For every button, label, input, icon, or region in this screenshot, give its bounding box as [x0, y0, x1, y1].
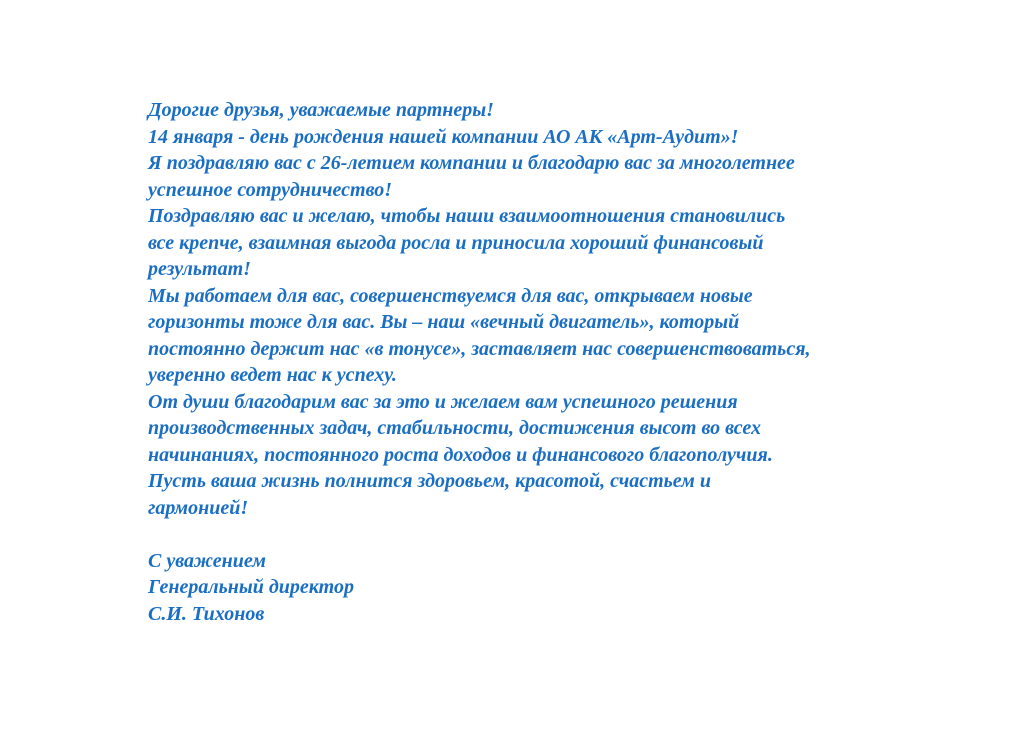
signature-closing: С уважением — [148, 549, 266, 572]
letter-body — [148, 97, 968, 627]
letter-line: горизонты тоже для вас. Вы – наш «вечный двигатель», который — [148, 311, 740, 333]
signature-block — [148, 548, 968, 628]
letter-line: Я поздравляю вас с 26-летием компании и благодарю вас за многолетнее — [148, 152, 795, 174]
letter-line: Пусть ваша жизнь полнится здоровьем, красотой, счастьем и — [148, 470, 711, 492]
letter-line: производственных задач, стабильности, достижения высот во всех — [148, 417, 762, 439]
letter-line: Поздравляю вас и желаю, чтобы наши взаимоотношения становились — [148, 205, 786, 227]
letter-line: От души благодарим вас за это и желаем вам успешного решения — [148, 390, 738, 413]
letter-line: гармонией! — [148, 496, 249, 519]
letter-line: все крепче, взаимная выгода росла и приносила хороший финансовый — [148, 231, 764, 254]
letter-line: начинаниях, постоянного роста доходов и финансового благополучия. — [148, 443, 773, 466]
letter-line: 14 января - день рождения нашей компании АО АК «Арт-Аудит»! — [148, 125, 739, 148]
letter-line: Мы работаем для вас, совершенствуемся для вас, открываем новые — [148, 284, 753, 307]
spacer — [148, 521, 968, 548]
letter-line: результат! — [148, 258, 251, 280]
letter-line: успешное сотрудничество! — [148, 178, 393, 201]
letter-line: уверенно ведет нас к успеху. — [148, 364, 397, 386]
letter-line: постоянно держит нас «в тонусе», заставляет нас совершенствоваться, — [148, 337, 811, 360]
signature-name: С.И. Тихонов — [148, 602, 265, 625]
signature-position: Генеральный директор — [148, 576, 354, 598]
greeting-line: Дорогие друзья, уважаемые партнеры! — [148, 99, 494, 121]
